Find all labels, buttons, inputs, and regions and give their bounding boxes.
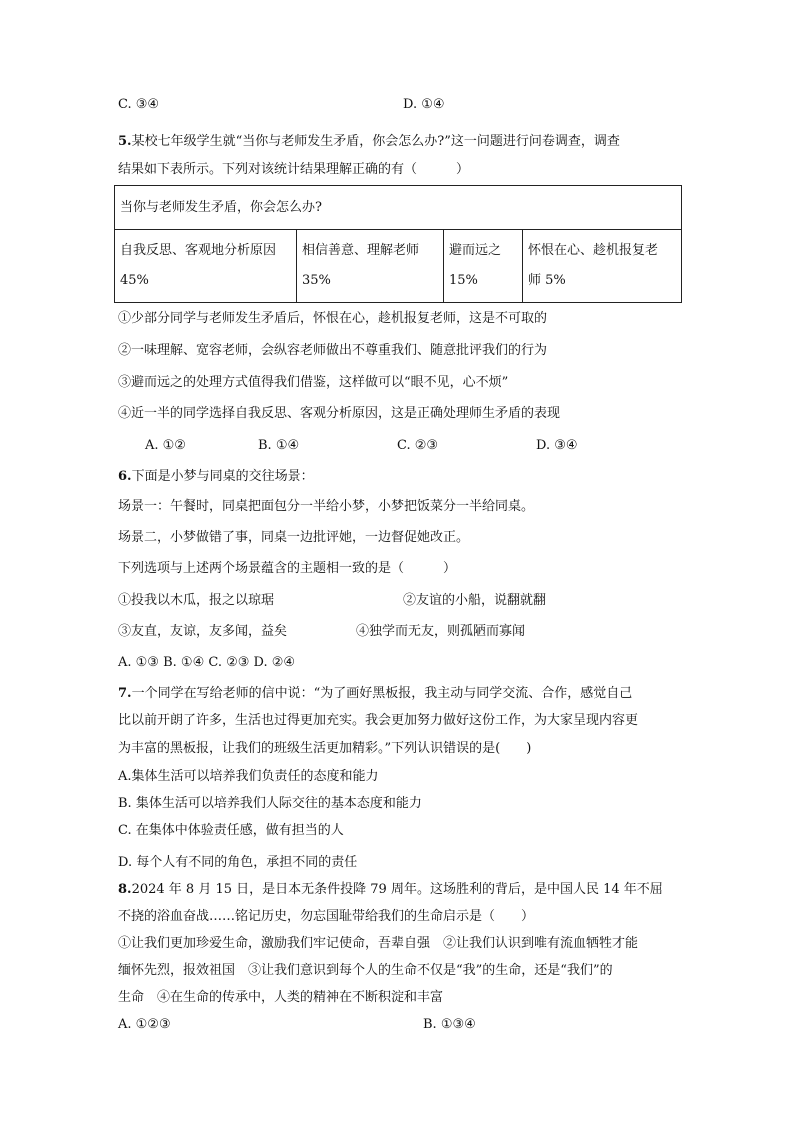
q7-number: 7.: [118, 686, 132, 701]
q8-option-a: A. ①②③: [118, 1017, 171, 1032]
q6-statement-1: ①投我以木瓜，报之以琼琚: [118, 593, 275, 608]
q8-line1: 8.2024 年 8 月 15 日，是日本无条件投降 79 周年。这场胜利的背后，是中国人民 14 年不屈: [118, 882, 663, 897]
q7-line2: 比以前开朗了许多，生活也过得更加充实。我会更加努力做好这份工作，为大家呈现内容更: [118, 713, 639, 728]
q8-line4: 缅怀先烈，报效祖国 ③让我们意识到每个人的生命不仅是“我”的生命，还是“我们”的: [118, 963, 613, 978]
q8-line5: 生命 ④在生命的传承中，人类的精神在不断积淀和丰富: [118, 990, 444, 1005]
q6-statement-3: ③友直，友谅，友多闻，益矣: [118, 624, 288, 639]
q7-option-a: A.集体生活可以培养我们负责任的态度和能力: [118, 769, 379, 784]
q6-question: 下列选项与上述两个场景蕴含的主题相一致的是（ ）: [118, 561, 457, 576]
q5-option-b: B. ①④: [258, 438, 300, 453]
survey-cell-avoid: 避而远之 15%: [444, 230, 523, 303]
survey-cell-reflect: 自我反思、客观地分析原因 45%: [115, 230, 297, 303]
q8-option-b: B. ①③④: [423, 1017, 476, 1032]
q5-option-a: A. ①②: [145, 438, 186, 453]
q7-option-b: B. 集体生活可以培养我们人际交往的基本态度和能力: [118, 796, 422, 811]
q5-stem-line1: 5.某校七年级学生就“当你与老师发生矛盾，你会怎么办?”这一问题进行问卷调查，调查: [118, 134, 620, 149]
q4-option-c: C. ③④: [118, 97, 160, 112]
q5-option-c: C. ②③: [397, 438, 439, 453]
q5-statement-4: ④近一半的同学选择自我反思、客观分析原因，这是正确处理师生矛盾的表现: [118, 406, 561, 421]
q7-option-c: C. 在集体中体验责任感，做有担当的人: [118, 823, 344, 838]
q6-statement-2: ②友谊的小船，说翻就翻: [403, 593, 547, 608]
q5-statement-1: ①少部分同学与老师发生矛盾后，怀恨在心，趁机报复老师，这是不可取的: [118, 311, 548, 326]
q4-option-d: D. ①④: [403, 97, 445, 112]
q7-line1: 7.一个同学在写给老师的信中说：“为了画好黑板报，我主动与同学交流、合作，感觉自己: [118, 686, 633, 701]
q6-stem: 6.下面是小梦与同桌的交往场景：: [118, 469, 314, 484]
q5-number: 5.: [118, 134, 132, 149]
q6-scene1: 场景一：午餐时，同桌把面包分一半给小梦，小梦把饭菜分一半给同桌。: [118, 499, 535, 514]
survey-table-header: 当你与老师发生矛盾，你会怎么办?: [115, 186, 682, 230]
q5-statement-3: ③避而远之的处理方式值得我们借鉴，这样做可以“眼不见，心不烦”: [118, 375, 509, 390]
survey-cell-revenge: 怀恨在心、趁机报复老 师 5%: [523, 230, 682, 303]
q8-line3: ①让我们更加珍爱生命，激励我们牢记使命，吾辈自强 ②让我们认识到唯有流血牺牲才能: [118, 936, 639, 951]
q7-line3: 为丰富的黑板报，让我们的班级生活更加精彩。”下列认识错误的是( ): [118, 741, 532, 756]
q8-line2: 不挠的浴血奋战……铭记历史，勿忘国耻带给我们的生命启示是（ ）: [118, 909, 535, 924]
survey-cell-understand: 相信善意、理解老师 35%: [297, 230, 444, 303]
q6-options: A. ①③ B. ①④ C. ②③ D. ②④: [118, 655, 296, 670]
q5-option-d: D. ③④: [536, 438, 578, 453]
q7-option-d: D. 每个人有不同的角色，承担不同的责任: [118, 855, 358, 870]
q6-statement-4: ④独学而无友，则孤陋而寡闻: [356, 624, 526, 639]
q6-number: 6.: [118, 469, 132, 484]
q6-scene2: 场景二，小梦做错了事，同桌一边批评她，一边督促她改正。: [118, 530, 470, 545]
survey-table: [114, 185, 682, 303]
q5-stem-line2: 结果如下表所示。下列对该统计结果理解正确的有（ ）: [118, 162, 470, 177]
q5-statement-2: ②一味理解、宽容老师，会纵容老师做出不尊重我们、随意批评我们的行为: [118, 343, 548, 358]
q8-number: 8.: [118, 882, 132, 897]
